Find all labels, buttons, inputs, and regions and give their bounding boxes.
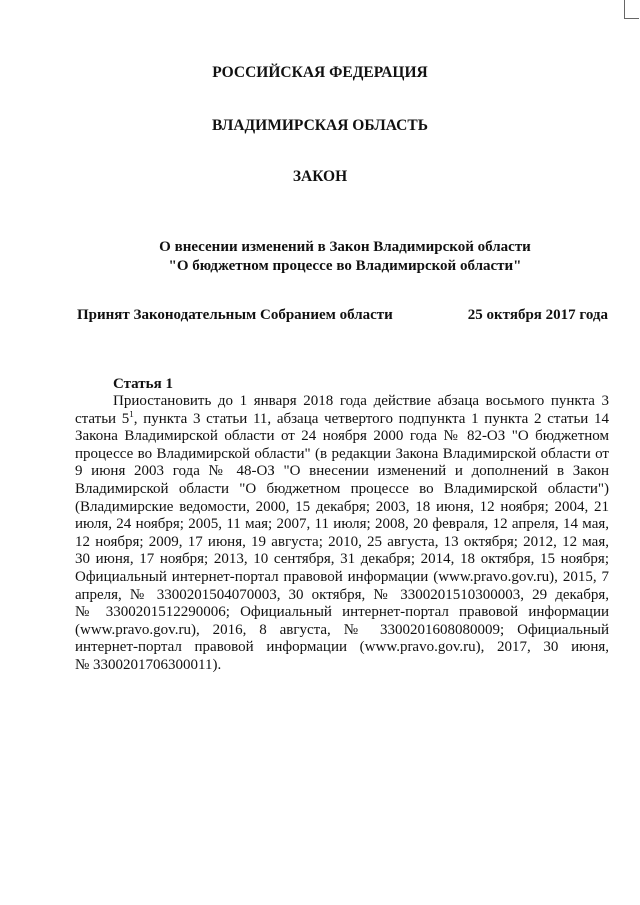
adoption-date: 25 октября 2017 года [467,307,608,323]
body-fragment: , пункта 3 статьи 11, абзаца четвертого подпункта 1 пункта 2 статьи 14 [133,410,609,427]
body-line: апреля, № 3300201504070003, 30 октября, № 3300201510300003, 29 декабря, [75,586,609,603]
law-title-line-2: "О бюджетном процессе во Владимирской области" [168,258,522,274]
page-corner-mark [624,0,639,19]
body-line [75,411,609,429]
region-heading: ВЛАДИМИРСКАЯ ОБЛАСТЬ [212,117,428,134]
body-line: интернет-портал правовой информации (www.pravo.gov.ru), 2017, 30 июня, [75,639,609,656]
body-line: 9 июня 2003 года № 48-ОЗ "О внесении изменений и дополнений в Закон [75,463,609,480]
body-line: Официальный интернет-портал правовой информации (www.pravo.gov.ru), 2015, 7 [75,568,609,585]
body-line: Приостановить до 1 января 2018 года действие абзаца восьмого пункта 3 [113,393,609,409]
body-fragment: статьи [75,410,122,427]
body-line: июля, 24 ноября; 2005, 11 мая; 2007, 11 июля; 2008, 20 февраля, 12 апреля, 14 мая, [75,516,609,533]
body-line: Владимирской области "О бюджетном процессе во Владимирской области") [75,480,609,497]
article-number: 5 [121,410,130,427]
country-heading: РОССИЙСКАЯ ФЕДЕРАЦИЯ [212,64,428,81]
body-line: № 3300201706300011). [75,656,222,673]
adoption-line [77,307,608,324]
article-body [75,393,609,675]
body-line: № 3300201512290006; Официальный интернет-портал правовой информации [75,604,609,621]
adopted-by: Принят Законодательным Собранием области [77,307,393,323]
body-line: 12 ноября; 2009, 17 июня, 19 августа; 2010, 25 августа, 13 октября; 2012, 12 мая, [75,533,609,550]
article-superscript: 1 [129,410,134,419]
doc-type-heading: ЗАКОН [292,168,348,185]
body-line: (www.pravo.gov.ru), 2016, 8 августа, № 3300201608080009; Официальный [75,621,609,638]
body-line: 30 июня, 17 ноября; 2013, 10 сентября, 31 декабря; 2014, 18 октября, 15 ноября; [75,551,609,568]
article-heading: Статья 1 [113,376,173,392]
law-title-line-1: О внесении изменений в Закон Владимирской области [159,239,531,255]
body-line: (Владимирские ведомости, 2000, 15 декабря; 2003, 18 июня, 12 ноября; 2004, 21 [75,498,609,515]
body-line: процессе во Владимирской области" (в редакции Закона Владимирской области от [75,445,609,462]
body-line: Закона Владимирской области от 24 ноября 2000 года № 82-ОЗ "О бюджетном [75,428,609,445]
